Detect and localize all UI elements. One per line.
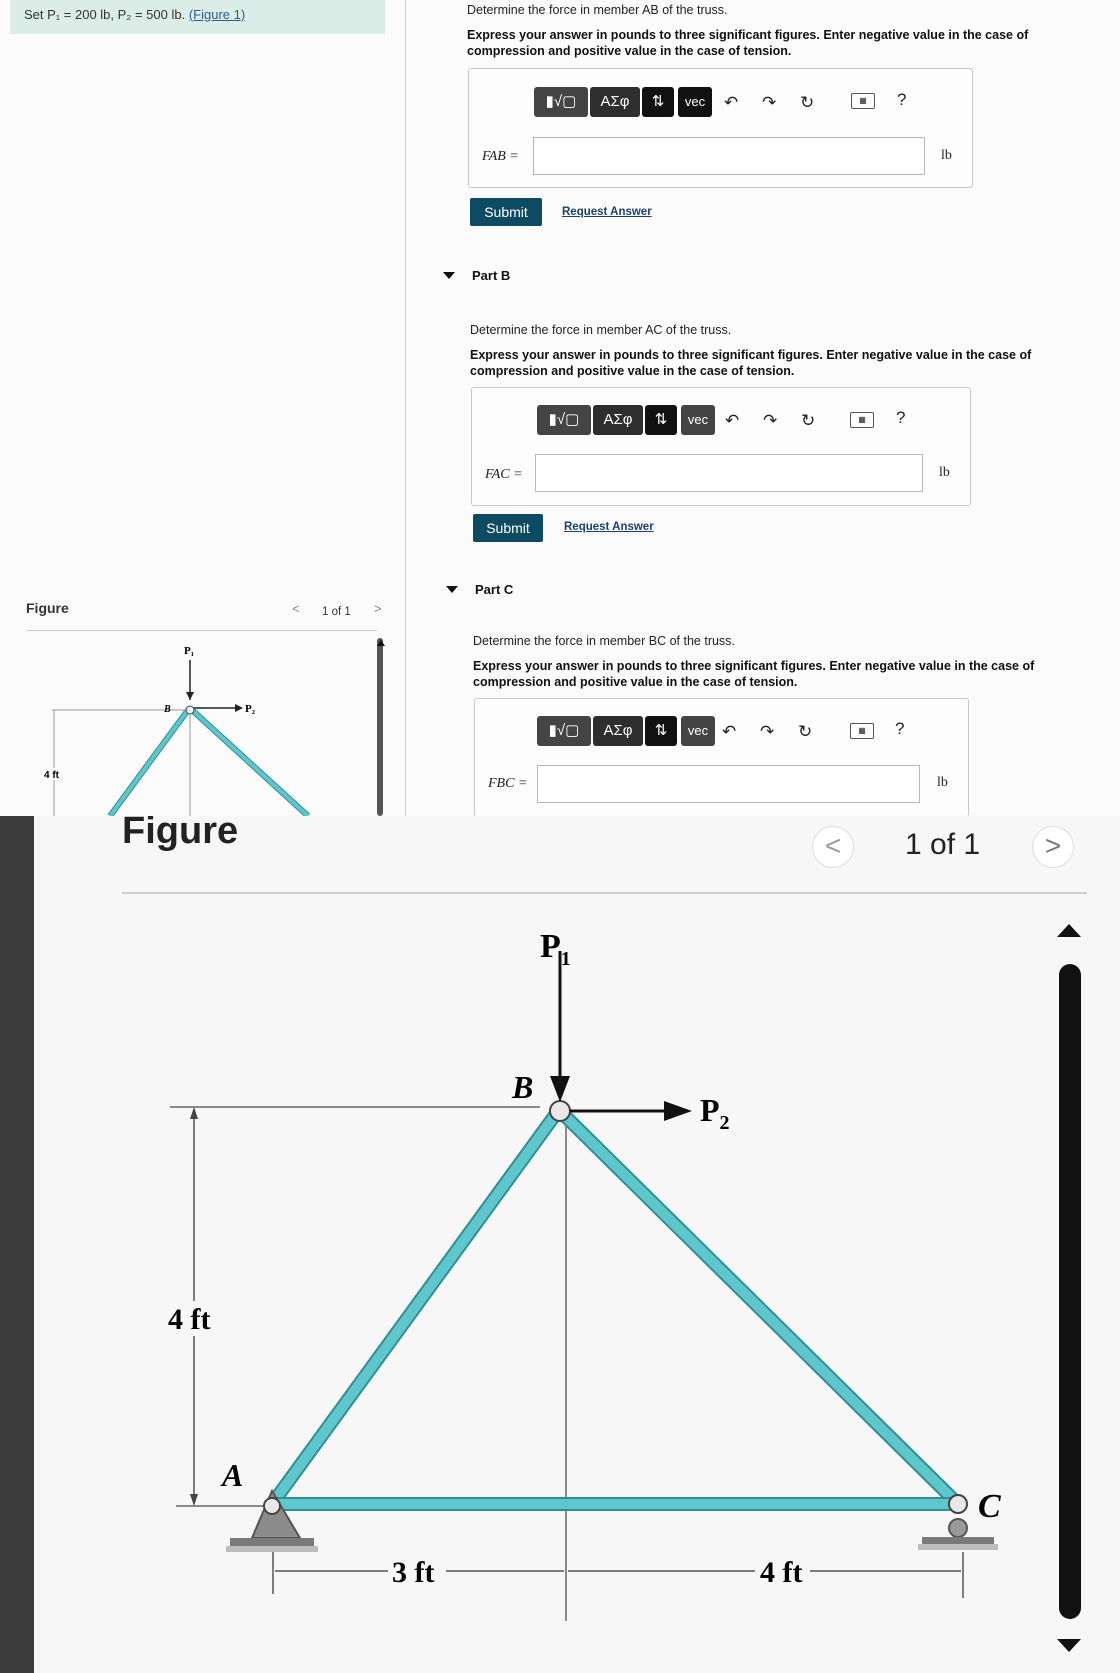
member-bc-fill-small — [192, 710, 308, 816]
node-c-label: C — [978, 1488, 1001, 1525]
prev-figure-button[interactable]: < — [812, 826, 854, 868]
next-figure-button[interactable]: > — [1032, 826, 1074, 868]
redo-icon[interactable]: ↷ — [762, 93, 777, 112]
part-b-question: Determine the force in member AC of the truss. — [470, 323, 732, 337]
node-b-label: B — [512, 1069, 534, 1105]
reset-icon[interactable]: ↻ — [800, 93, 815, 112]
keyboard-icon[interactable]: ▦ — [850, 412, 874, 428]
part-c-title: Part C — [475, 582, 514, 597]
part-c-input[interactable] — [537, 765, 920, 803]
figure-pager: 1 of 1 — [905, 828, 981, 861]
part-c-label: FBC = — [488, 776, 528, 791]
joint-a — [264, 1498, 280, 1514]
part-c-question: Determine the force in member BC of the truss. — [473, 634, 735, 648]
arrows-button[interactable]: ⇅ — [645, 716, 677, 746]
arrows-button[interactable]: ⇅ — [645, 405, 677, 435]
part-b-instruction: Express your answer in pounds to three significant figures. Enter negative value in the case of compression and positive value in the case of tension. — [470, 348, 1032, 378]
part-b-answer-box — [471, 387, 971, 506]
figure-pager-small: 1 of 1 — [322, 606, 351, 618]
load-p2-arrowhead — [664, 1101, 692, 1121]
member-ab-fill-small — [110, 710, 188, 816]
templates-button[interactable]: ▮√▢ — [534, 87, 588, 117]
keyboard-icon[interactable]: ▦ — [850, 723, 874, 739]
support-c-base — [922, 1537, 994, 1544]
undo-icon[interactable]: ↶ — [722, 722, 737, 741]
reset-icon[interactable]: ↻ — [798, 722, 813, 741]
part-b-label: FAC = — [485, 467, 523, 482]
load-p1-arrowhead — [550, 1076, 570, 1102]
right-span-dim-label: 4 ft — [760, 1556, 803, 1589]
undo-icon[interactable]: ↶ — [724, 93, 739, 112]
member-ab — [272, 1111, 558, 1504]
part-a-label: FAB = — [482, 149, 519, 164]
panel-divider — [405, 0, 406, 816]
part-b-toolbar — [537, 405, 837, 435]
figure-scrollbar-small[interactable] — [377, 638, 383, 816]
p2-label-small: P₂ — [245, 703, 256, 715]
support-a-ground — [226, 1546, 318, 1552]
height-dim-arrow-bottom — [190, 1494, 198, 1506]
part-b-title: Part B — [472, 268, 511, 283]
part-c-answer-box — [474, 698, 969, 816]
member-bc — [560, 1111, 958, 1504]
part-a-input[interactable] — [533, 137, 925, 175]
redo-icon[interactable]: ↷ — [760, 722, 775, 741]
roller-c — [949, 1519, 967, 1537]
help-icon[interactable]: ? — [896, 408, 906, 427]
part-c-unit: lb — [937, 775, 948, 790]
part-b-request-answer-link[interactable]: Request Answer — [564, 521, 654, 533]
part-c-toolbar — [537, 716, 837, 746]
part-b-input[interactable] — [535, 454, 923, 492]
part-a-submit-button[interactable]: Submit — [470, 198, 542, 226]
joint-b — [550, 1101, 570, 1121]
prev-figure-button-small[interactable]: < — [292, 601, 300, 616]
bottom-screenshot — [0, 816, 1120, 1673]
height-dim-arrow-top — [190, 1107, 198, 1119]
figure-divider-small — [27, 630, 377, 631]
part-a-unit: lb — [941, 148, 952, 163]
part-b-submit-button[interactable]: Submit — [473, 514, 543, 542]
figure-heading-large: Figure — [122, 816, 239, 852]
truss-figure — [0, 816, 1120, 1673]
part-b-unit: lb — [939, 465, 950, 480]
keyboard-icon[interactable]: ▦ — [851, 93, 875, 109]
help-icon[interactable]: ? — [897, 90, 907, 109]
part-a-answer-box — [468, 68, 973, 188]
arrows-button[interactable]: ⇅ — [642, 87, 674, 117]
p1-label: $P_1$ — [540, 928, 571, 970]
greek-button[interactable]: ΑΣφ — [593, 716, 643, 746]
greek-button[interactable]: ΑΣφ — [590, 87, 640, 117]
redo-icon[interactable]: ↷ — [763, 411, 778, 430]
p2-label: $P_2$ — [700, 1092, 730, 1134]
figure-heading-small: Figure — [26, 600, 69, 616]
next-figure-button-small[interactable]: > — [374, 601, 382, 616]
greek-button[interactable]: ΑΣφ — [593, 405, 643, 435]
part-a-instruction: Express your answer in pounds to three significant figures. Enter negative value in the case of compression and positive value in the case of tension. — [467, 28, 1029, 58]
templates-button[interactable]: ▮√▢ — [537, 405, 591, 435]
part-a-question: Determine the force in member AB of the truss. — [467, 3, 728, 17]
part-c-collapse-icon[interactable] — [446, 586, 458, 593]
vec-button[interactable]: vec — [681, 405, 715, 435]
node-a-label: A — [222, 1457, 244, 1493]
vec-button[interactable]: vec — [678, 87, 712, 117]
part-a-toolbar — [534, 87, 834, 117]
support-a-base — [230, 1538, 314, 1546]
undo-icon[interactable]: ↶ — [725, 411, 740, 430]
top-screenshot — [0, 0, 1120, 816]
templates-button[interactable]: ▮√▢ — [537, 716, 591, 746]
given-values-banner — [10, 0, 385, 34]
joint-c — [949, 1495, 967, 1513]
load-p1-arrowhead-small — [186, 692, 194, 700]
height-dim-label: 4 ft — [168, 1303, 211, 1336]
load-p2-arrowhead-small — [235, 704, 243, 712]
dim-label-small: 4 ft — [44, 770, 59, 781]
given-values-text: Set P₁ = 200 lb, P₂ = 500 lb. — [24, 7, 186, 22]
support-c-ground — [918, 1544, 998, 1550]
part-b-collapse-icon[interactable] — [443, 272, 455, 279]
left-span-dim-label: 3 ft — [392, 1556, 435, 1589]
reset-icon[interactable]: ↻ — [801, 411, 816, 430]
truss-figure-small — [40, 640, 340, 816]
scroll-up-icon-small[interactable] — [377, 640, 385, 646]
part-a-request-answer-link[interactable]: Request Answer — [562, 206, 652, 218]
part-c-instruction: Express your answer in pounds to three significant figures. Enter negative value in the case of compression and positive value in the case of tension. — [473, 659, 1035, 689]
p1-label-small: P₁ — [184, 645, 195, 657]
help-icon[interactable]: ? — [895, 719, 905, 738]
b-label-small: B — [164, 704, 171, 715]
figure-link[interactable]: (Figure 1) — [188, 7, 246, 22]
vec-button[interactable]: vec — [681, 716, 715, 746]
